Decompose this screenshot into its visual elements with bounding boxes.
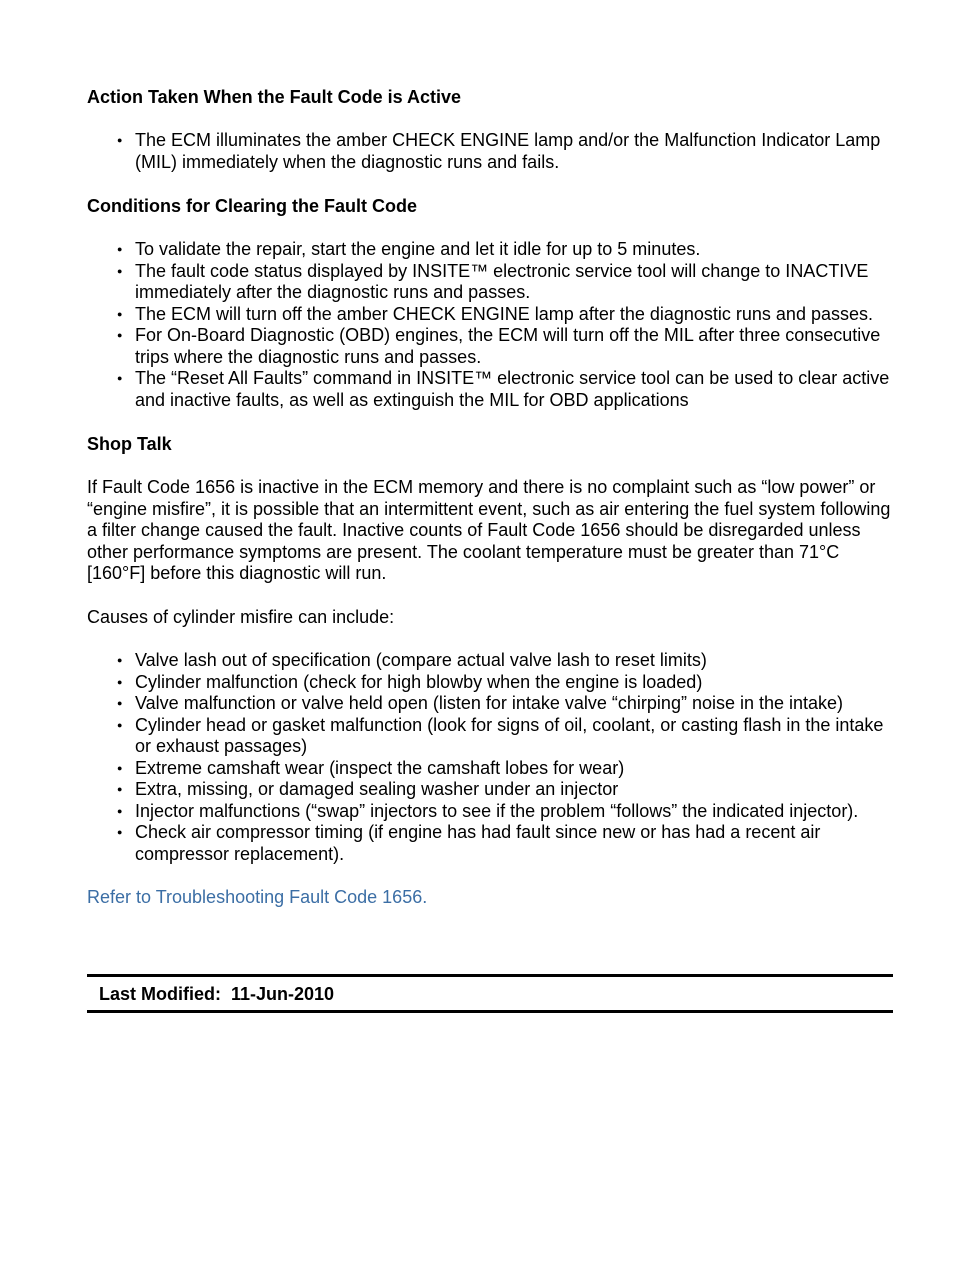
bullet-icon: ●	[117, 135, 123, 145]
section-heading-clearing: Conditions for Clearing the Fault Code	[87, 196, 417, 216]
last-modified: Last Modified: 11-Jun-2010	[99, 984, 335, 1004]
bullet-icon: ●	[117, 244, 123, 254]
list-item: ● Extra, missing, or damaged sealing washer under an injector	[117, 779, 619, 799]
list-item: ● The “Reset All Faults” command in INSITE™ electronic service tool can be used to clear active and inactive faults, as well as extinguish the MIL for OBD applications	[117, 368, 890, 410]
list-item: ● Extreme camshaft wear (inspect the camshaft lobes for wear)	[117, 757, 625, 778]
causes-list	[87, 650, 893, 865]
list-item: ● The ECM illuminates the amber CHECK ENGINE lamp and/or the Malfunction Indicator Lamp (MIL) immediately when the diagnostic runs and fails.	[117, 130, 881, 172]
list-item: ● To validate the repair, start the engine and let it idle for up to 5 minutes.	[117, 239, 701, 259]
list-item: ● Check air compressor timing (if engine has had fault since new or has had a recent air compressor replacement).	[117, 822, 821, 864]
bullet-icon: ●	[117, 805, 123, 816]
bullet-icon: ●	[117, 676, 123, 687]
list-item: ● Injector malfunctions (“swap” injectors to see if the problem “follows” the indicated injector).	[117, 800, 859, 821]
bullet-icon: ●	[117, 698, 123, 708]
bullet-icon: ●	[117, 655, 123, 665]
bullet-icon: ●	[117, 308, 123, 319]
footer-bar	[87, 974, 893, 1013]
list-item: ● For On-Board Diagnostic (OBD) engines, the ECM will turn off the MIL after three consecutive trips where the diagnostic runs and passes.	[117, 325, 881, 367]
document-content	[87, 86, 893, 909]
bullet-icon: ●	[117, 330, 123, 340]
bullet-icon: ●	[117, 719, 123, 730]
bullet-icon: ●	[117, 827, 123, 837]
list-item: ● The fault code status displayed by INSITE™ electronic service tool will change to INACTIVE immediately after the diagnostic runs and passes.	[117, 260, 869, 302]
bullet-icon: ●	[117, 265, 123, 276]
bullet-icon: ●	[117, 784, 123, 794]
bullet-icon: ●	[117, 762, 123, 773]
list-item: ● Valve lash out of specification (compare actual valve lash to reset limits)	[117, 650, 707, 670]
list-item: ● Cylinder malfunction (check for high blowby when the engine is loaded)	[117, 671, 703, 692]
list-item: ● Valve malfunction or valve held open (listen for intake valve “chirping” noise in the intake)	[117, 693, 844, 713]
list-item: ● Cylinder head or gasket malfunction (look for signs of oil, coolant, or casting flash in the intake or exhaust passages)	[117, 714, 884, 756]
section-heading-action: Action Taken When the Fault Code is Active	[87, 87, 462, 107]
causes-intro: Causes of cylinder misfire can include:	[87, 606, 395, 627]
bullet-icon: ●	[117, 373, 123, 383]
section-heading-shop-talk: Shop Talk	[87, 434, 172, 454]
list-item: ● The ECM will turn off the amber CHECK ENGINE lamp after the diagnostic runs and passes.	[117, 303, 873, 324]
troubleshooting-link[interactable]: Refer to Troubleshooting Fault Code 1656.	[87, 887, 428, 907]
action-list	[87, 130, 893, 173]
shop-talk-paragraph: If Fault Code 1656 is inactive in the ECM memory and there is no complaint such as “low power” or “engine misfire”, it is possible that an intermittent event, such as air entering the fuel system following a filter change caused the fault. Inactive counts of Fault Code 1656 should be disregarded unless other performance symptoms are present. The coolant temperature must be greater than 71°C [160°F] before this diagnostic will run.	[87, 477, 891, 583]
clearing-list	[87, 239, 893, 411]
refer-line	[87, 887, 893, 909]
